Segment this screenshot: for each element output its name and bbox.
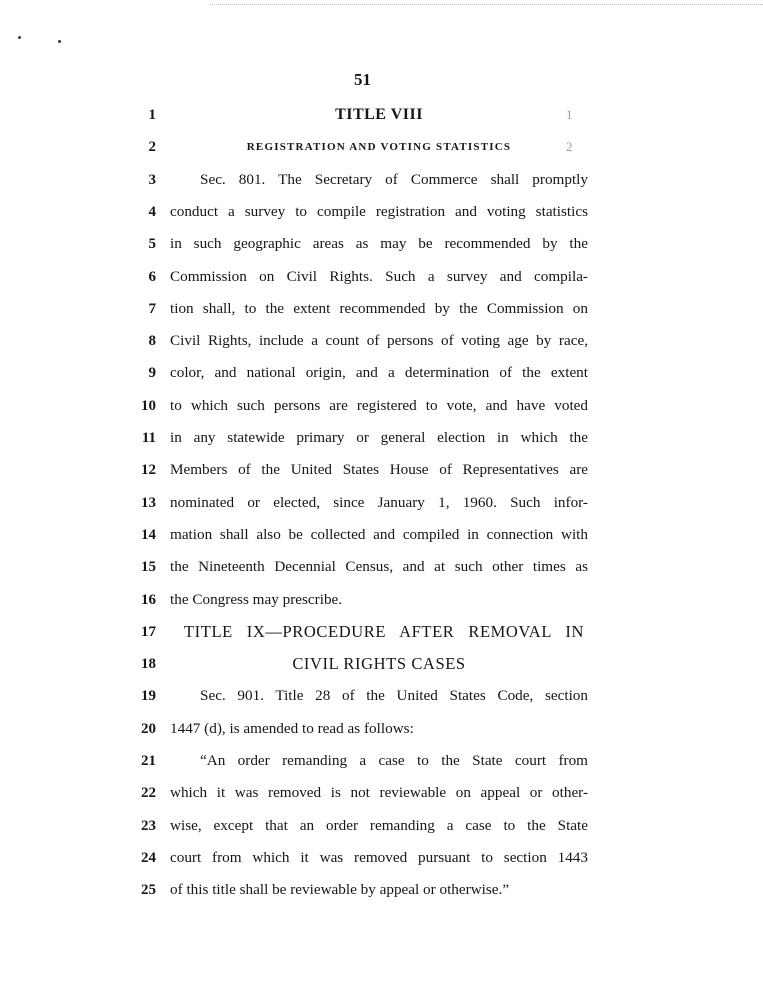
line-text: TITLE IX—PROCEDURE AFTER REMOVAL IN — [184, 622, 584, 641]
document-line — [0, 168, 763, 192]
line-text: wise, except that an order remanding a case to the State — [170, 817, 588, 834]
line-number: 1 — [148, 107, 156, 123]
line-text: Sec. 901. Title 28 of the United States Code, section — [200, 687, 588, 704]
line-text: the Nineteenth Decennial Census, and at such other times as — [170, 558, 588, 575]
line-text: conduct a survey to compile registration and voting statistics — [170, 203, 588, 220]
document-line — [0, 717, 763, 741]
line-number: 5 — [148, 236, 156, 252]
line-number: 10 — [141, 398, 156, 414]
line-text: tion shall, to the extent recommended by the Commission on — [170, 300, 588, 317]
line-number: 21 — [141, 753, 156, 769]
line-text: CIVIL RIGHTS CASES — [292, 654, 466, 673]
line-text: of this title shall be reviewable by appeal or otherwise.” — [170, 881, 510, 898]
document-line — [0, 361, 763, 385]
document-line — [0, 297, 763, 321]
document-line — [0, 555, 763, 579]
line-text: in such geographic areas as may be recommended by the — [170, 235, 588, 252]
line-number: 2 — [148, 139, 156, 155]
document-line — [0, 232, 763, 256]
line-text: mation shall also be collected and compiled in connection with — [170, 526, 588, 543]
line-number: 23 — [141, 818, 156, 834]
document-line — [0, 814, 763, 838]
line-text: nominated or elected, since January 1, 1960. Such infor- — [170, 494, 588, 511]
document-line — [0, 135, 763, 159]
document-line — [0, 878, 763, 902]
line-text: Commission on Civil Rights. Such a survey and compila- — [170, 268, 588, 285]
line-number: 11 — [141, 430, 156, 446]
line-number: 4 — [148, 204, 156, 220]
scan-speck — [18, 36, 21, 39]
scan-speck — [58, 40, 61, 43]
line-number: 15 — [141, 559, 156, 575]
line-text: in any statewide primary or general election in which the — [170, 429, 588, 446]
document-line — [0, 426, 763, 450]
line-number: 17 — [141, 624, 156, 640]
line-text: court from which it was removed pursuant to section 1443 — [170, 849, 588, 866]
line-number: 25 — [141, 882, 156, 898]
line-number: 7 — [148, 301, 156, 317]
document-line — [0, 458, 763, 482]
line-text: Members of the United States House of Representatives are — [170, 461, 588, 478]
line-text: TITLE VIII — [335, 106, 423, 123]
line-text: to which such persons are registered to vote, and have voted — [170, 397, 588, 414]
line-number: 16 — [141, 592, 156, 608]
line-number: 6 — [148, 269, 156, 285]
line-number: 18 — [141, 656, 156, 672]
top-dotted-rule — [210, 4, 763, 5]
document-line — [0, 684, 763, 708]
line-text: Sec. 801. The Secretary of Commerce shall promptly — [200, 171, 588, 188]
line-number: 9 — [148, 365, 156, 381]
line-text: REGISTRATION AND VOTING STATISTICS — [246, 141, 512, 153]
document-line — [0, 523, 763, 547]
line-number: 12 — [141, 462, 156, 478]
document-line — [0, 265, 763, 289]
page-number: 51 — [354, 70, 371, 89]
line-number: 3 — [148, 172, 156, 188]
document-line — [0, 588, 763, 612]
line-text: which it was removed is not reviewable on appeal or other- — [170, 784, 588, 801]
document-line — [0, 329, 763, 353]
document-line — [0, 491, 763, 515]
line-text: the Congress may prescribe. — [170, 591, 343, 608]
line-text: color, and national origin, and a determination of the extent — [170, 364, 588, 381]
document-line — [0, 620, 763, 644]
document-line — [0, 846, 763, 870]
line-number: 13 — [141, 495, 156, 511]
line-text: “An order remanding a case to the State court from — [200, 752, 588, 769]
document-line — [0, 652, 763, 676]
line-number: 19 — [141, 688, 156, 704]
line-number: 20 — [141, 721, 156, 737]
document-line — [0, 103, 763, 127]
document-line — [0, 749, 763, 773]
margin-mark: 2 — [566, 139, 573, 154]
line-text: 1447 (d), is amended to read as follows: — [170, 720, 414, 737]
margin-mark: 1 — [566, 107, 573, 122]
line-number: 14 — [141, 527, 156, 543]
line-number: 22 — [141, 785, 156, 801]
document-line — [0, 394, 763, 418]
line-number: 24 — [141, 850, 156, 866]
line-number: 8 — [148, 333, 156, 349]
document-line — [0, 781, 763, 805]
document-line — [0, 200, 763, 224]
line-text: Civil Rights, include a count of persons of voting age by race, — [170, 332, 588, 349]
